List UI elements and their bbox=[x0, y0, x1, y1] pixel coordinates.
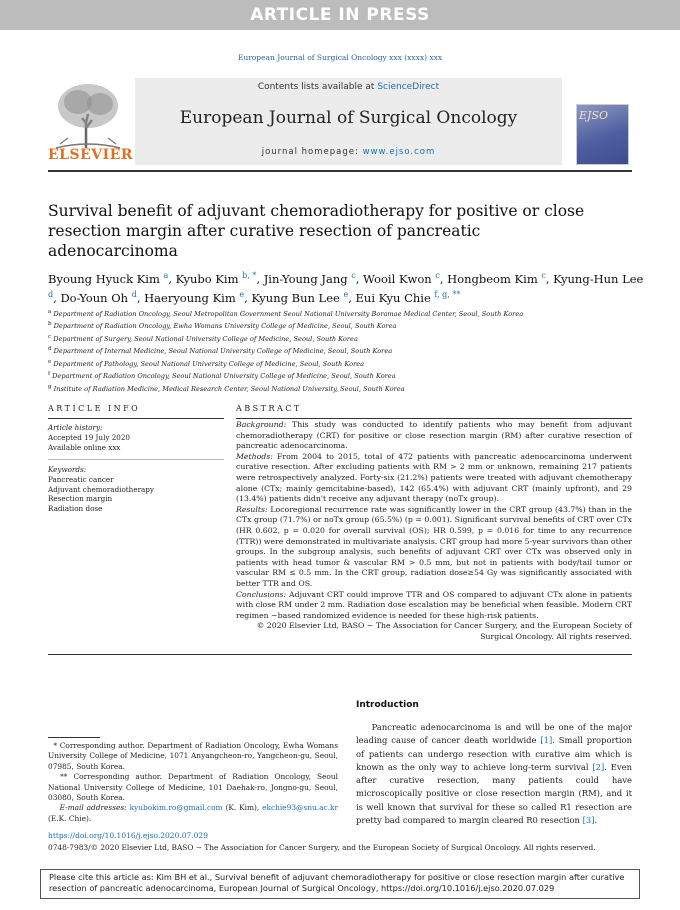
history-item: Accepted 19 July 2020 bbox=[48, 433, 130, 442]
email-footnote: E-mail addresses: kyubokim.ro@gmail.com (K. Kim), ekchie93@snu.ac.kr (E.K. Chie). bbox=[48, 803, 338, 823]
abstract-rule bbox=[236, 418, 632, 419]
keyword: Adjuvant chemoradiotherapy bbox=[48, 484, 154, 494]
citation-link[interactable]: [2] bbox=[592, 761, 605, 772]
citation-box: Please cite this article as: Kim BH et al., Survival benefit of adjuvant chemoradiotherapy for positive or close resection margin after curative resection of pancreatic adenocarcinoma, European Journal of Surgical Oncology, https://doi.org/10.1016/j.ejso.2020.07.029 bbox=[40, 869, 640, 899]
affiliation: $^a$ Department of Radiation Oncology, Seoul Metropolitan Government Seoul National University Boramae Medical Center, Seoul, South Korea bbox=[48, 309, 524, 319]
abstract-bottom-rule bbox=[48, 654, 632, 655]
citation-link[interactable]: [3] bbox=[582, 815, 595, 826]
affiliation: $^d$ Department of Internal Medicine, Seoul National University College of Medicine, Seoul, South Korea bbox=[48, 346, 393, 356]
author: Kyung Bun Lee $^e$, bbox=[251, 289, 356, 305]
journal-running-line[interactable]: European Journal of Surgical Oncology xxx (xxxx) xxx bbox=[237, 53, 443, 62]
keyword: Pancreatic cancer bbox=[48, 475, 114, 484]
footnote: ** Corresponding author. Department of Radiation Oncology, Seoul National University College of Medicine, 101 Daehak-ro, Jongno-gu, Seoul, 03080, South Korea. bbox=[48, 772, 338, 803]
history-label: Article history: bbox=[48, 423, 103, 432]
author: Eui Kyu Chie $^{f, g, **}$ bbox=[355, 289, 461, 305]
affiliation-list bbox=[48, 307, 648, 394]
author: Byoung Hyuck Kim $^a$, bbox=[48, 271, 176, 286]
author: Kyung-Hun Lee $^d$, bbox=[48, 271, 644, 305]
author: Do-Youn Oh $^d$, bbox=[60, 289, 145, 305]
abstract-body bbox=[236, 420, 632, 642]
abstract-methods: Methods: From 2004 to 2015, total of 472 patients with pancreatic adenocarcinoma underwent curative resection. After excluding patients with RM > 2 mm or unknown, remaining 217 patients were retrospectively analyzed. Forty-six (21.2%) patients were treated with adjuvant chemotherapy alone (CTx; mainly gemcitabine-based), 142 (65.4%) with adjuvant CRT (mainly upfront), and 29 (13.4%) patients didn't receive any adjuvant therapy (noTx group). bbox=[236, 451, 632, 504]
history-list bbox=[48, 433, 130, 452]
contents-prefix: Contents lists available at bbox=[257, 82, 378, 92]
homepage-prefix: journal homepage: bbox=[261, 147, 363, 157]
homepage-link[interactable]: www.ejso.com bbox=[362, 147, 436, 157]
info-divider bbox=[48, 459, 224, 460]
author: Haeryoung Kim $^e$, bbox=[144, 289, 252, 305]
introduction-heading: Introduction bbox=[356, 700, 419, 710]
sciencedirect-link[interactable]: ScienceDirect bbox=[377, 82, 440, 92]
header-rule bbox=[48, 170, 632, 172]
author: Hongbeom Kim $^c$, bbox=[447, 271, 550, 286]
abstract-conclusions: Conclusions: Adjuvant CRT could improve TTR and OS compared to adjuvant CTx alone in patients with close RM under 2 mm. Radiation dose escalation may be beneficial when feasible. Modern CRT regimen −based randomized evidence is needed for these high-risk patients. bbox=[236, 589, 633, 620]
affiliation: $^c$ Department of Surgery, Seoul National University College of Medicine, Seoul, South Korea bbox=[48, 333, 358, 344]
issn-line: 0748-7983/© 2020 Elsevier Ltd, BASO ∼ The Association for Cancer Surgery, and the European Society of Surgical Oncology. All rights reserved. bbox=[48, 843, 596, 852]
history-item: Available online xxx bbox=[48, 442, 121, 452]
keywords-label: Keywords: bbox=[48, 465, 87, 474]
citation-link[interactable]: [1] bbox=[540, 735, 553, 746]
cover-logo: EJSO bbox=[579, 109, 608, 122]
affiliation: $^g$ Institute of Radiation Medicine, Medical Research Center, Seoul National University, Seoul, South Korea bbox=[48, 383, 405, 394]
article-info-rule bbox=[48, 418, 224, 419]
abstract-results: Results: Locoregional recurrence rate was significantly lower in the CRT group (43.7%) than in the CTx group (71.7%) or noTx group (65.5%) (p = 0.001). Significant survival benefits of CRT over CTx (HR 0.602, p = 0.020 for overall survival (OS); HR 0.599, p = 0.016 for time to any recurrence (TTR)) were demonstrated in multivariate analysis. CRT group had more 5-year survivors than other groups. In the subgroup analysis, such benefits of adjuvant CRT over CTx was observed only in patients with head tumor & vascular RM > 0.5 mm, but not in patients with body/tail tumor or vascular RM ≤ 0.5 mm. In the CRT group, radiation dose≥54 Gy was significantly associated with better TTR and OS. bbox=[236, 504, 633, 588]
affiliation: $^e$ Department of Pathology, Seoul National University College of Medicine, Seoul, South Korea bbox=[48, 358, 365, 369]
keyword: Resection margin bbox=[48, 494, 113, 504]
email-link[interactable]: ekchie93@snu.ac.kr bbox=[262, 803, 338, 813]
abstract-copyright: © 2020 Elsevier Ltd, BASO ∼ The Association for Cancer Surgery, and the European Society of Surgical Oncology. All rights reserved. bbox=[256, 621, 632, 641]
journal-homepage-line bbox=[135, 147, 562, 157]
introduction-body: Pancreatic adenocarcinoma is and will be one of the major leading cause of cancer death worldwide [1]. Small proportion of patients can undergo resection with curative aim which is known as the only way to achieve long-term survival [2]. Even after curative resection, many patients could have microscopically positive or close resection margin (RM), and it is well known that survival for these so called R1 resection are pretty bad compared to margin cleared R0 resection [3]. bbox=[356, 722, 632, 826]
article-title: Survival benefit of adjuvant chemoradiotherapy for positive or close resection margin after curative resection of pancreatic adenocarcinoma bbox=[48, 202, 585, 260]
keyword: Radiation dose bbox=[48, 503, 103, 513]
abstract-heading: ABSTRACT bbox=[236, 404, 302, 413]
keyword-list bbox=[48, 475, 154, 513]
author-list bbox=[48, 268, 648, 306]
corresponding-author-footnotes bbox=[48, 741, 338, 824]
contents-lists-line bbox=[135, 82, 562, 92]
author: Jin-Young Jang $^c$, bbox=[263, 271, 364, 286]
doi-link[interactable]: https://doi.org/10.1016/j.ejso.2020.07.029 bbox=[48, 831, 208, 840]
author: Wooil Kwon $^c$, bbox=[363, 271, 448, 286]
abstract-background: Background: This study was conducted to identify patients who may benefit from adjuvant chemoradiotherapy (CRT) for positive or close resection margin (RM) after curative resection of pancreatic adenocarcinoma. bbox=[236, 420, 632, 451]
author: Kyubo Kim $^{b, *}$, bbox=[175, 271, 264, 286]
journal-title: European Journal of Surgical Oncology bbox=[179, 108, 518, 128]
article-info-heading: ARTICLE INFO bbox=[48, 404, 141, 413]
elsevier-wordmark: ELSEVIER bbox=[48, 147, 134, 163]
footnote-rule bbox=[48, 737, 100, 738]
email-link[interactable]: kyubokim.ro@gmail.com bbox=[129, 803, 223, 813]
footnote: * Corresponding author. Department of Radiation Oncology, Ewha Womans University College of Medicine, 1071 Anyangcheon-ro, Yangcheon-gu, Seoul, 07985, South Korea. bbox=[48, 741, 338, 771]
affiliation: $^b$ Department of Radiation Oncology, Ewha Womans University College of Medicine, Seoul, South Korea bbox=[48, 321, 397, 331]
article-in-press-banner: ARTICLE IN PRESS bbox=[0, 0, 680, 30]
affiliation: $^f$ Department of Radiation Oncology, Seoul National University College of Medicine, Seoul, South Korea bbox=[48, 371, 396, 381]
